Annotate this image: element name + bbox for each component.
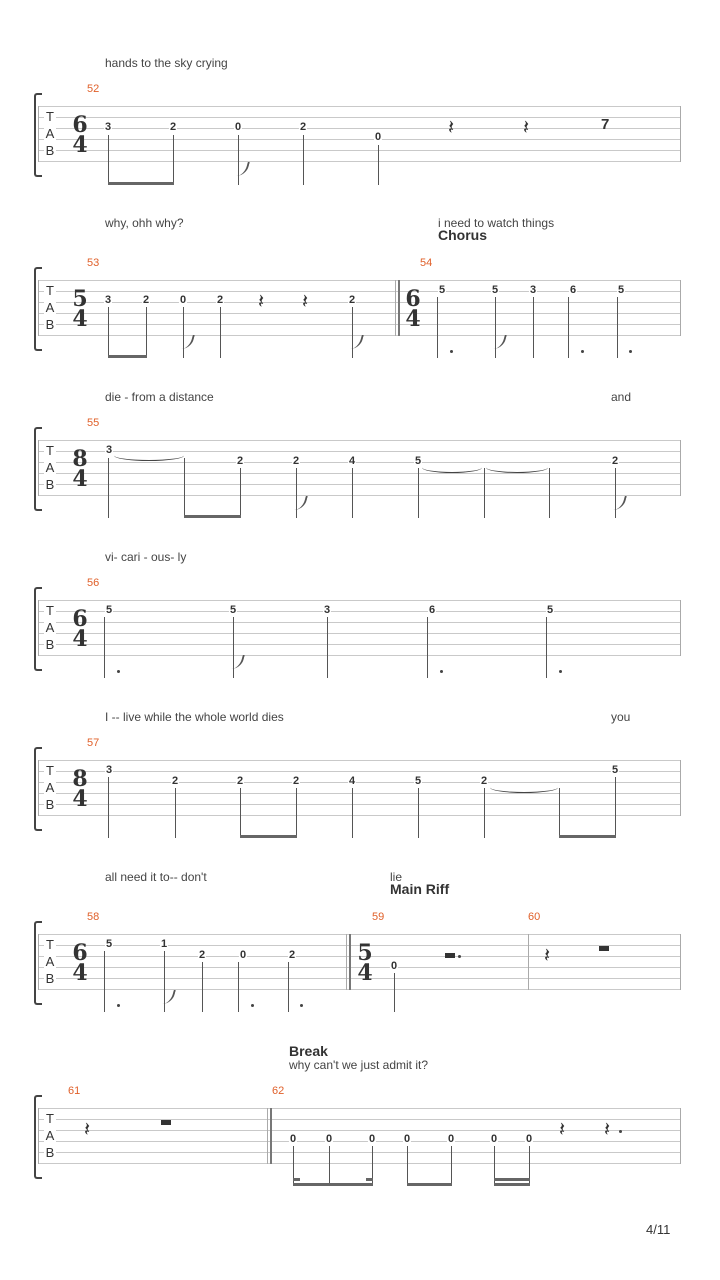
note-stem: [418, 788, 419, 838]
tab-clef-t: T: [44, 936, 56, 953]
fret-number: 2: [288, 949, 296, 961]
tab-clef-t: T: [44, 282, 56, 299]
note-stem: [615, 468, 616, 518]
barline: [38, 934, 39, 990]
fret-number: 2: [171, 775, 179, 787]
note-stem: [568, 297, 569, 358]
string-line: [38, 324, 681, 325]
note-stem: [352, 307, 353, 358]
string-line: [38, 934, 681, 935]
barline: [38, 600, 39, 656]
note-stem: [378, 145, 379, 185]
string-line: [38, 1152, 681, 1153]
note-stem: [617, 297, 618, 358]
dotted-note-dot: [629, 350, 632, 353]
note-stem: [104, 951, 105, 1012]
fret-number: 5: [611, 764, 619, 776]
string-line: [38, 1130, 681, 1131]
fret-number: 3: [529, 284, 537, 296]
dotted-note-dot: [581, 350, 584, 353]
barline: [680, 600, 681, 656]
note-stem: [238, 962, 239, 1012]
fret-number: 0: [374, 131, 382, 143]
tab-clef-b: B: [45, 971, 55, 986]
tie-arc: [422, 462, 482, 473]
time-signature-bottom: 4: [405, 306, 421, 332]
dotted-note-dot: [117, 670, 120, 673]
fret-number: 0: [289, 1133, 297, 1145]
tab-clef-b: B: [45, 477, 55, 492]
lyric-line: you: [611, 710, 631, 724]
tab-clef-a: A: [45, 620, 55, 635]
dotted-note-dot: [440, 670, 443, 673]
fret-number: 2: [292, 775, 300, 787]
quarter-rest: 𝄽: [448, 117, 455, 139]
fret-number: 0: [239, 949, 247, 961]
string-line: [38, 1119, 681, 1120]
note-flag: [179, 335, 195, 349]
beam: [407, 1183, 452, 1186]
beam: [293, 1178, 300, 1181]
note-stem: [220, 307, 221, 358]
lyric-line: why can't we just admit it?: [289, 1058, 429, 1072]
fret-number: 6: [569, 284, 577, 296]
barline: [680, 934, 681, 990]
fret-number: 5: [438, 284, 446, 296]
beam: [108, 355, 147, 358]
string-line: [38, 644, 681, 645]
lyric-line: lie: [390, 870, 403, 884]
quarter-rest: 𝄽: [544, 945, 551, 967]
string-line: [38, 484, 681, 485]
fret-number: 2: [611, 455, 619, 467]
fret-number: 0: [403, 1133, 411, 1145]
note-stem: [240, 788, 241, 838]
measure-number: 57: [87, 737, 100, 749]
measure-number: 53: [87, 257, 100, 269]
barline: [349, 934, 351, 990]
tab-clef-b: B: [45, 637, 55, 652]
barline: [38, 280, 39, 336]
string-line: [38, 1141, 681, 1142]
note-stem: [173, 135, 174, 185]
note-stem: [240, 468, 241, 518]
note-stem: [394, 973, 395, 1012]
barline: [680, 280, 681, 336]
note-stem: [303, 135, 304, 185]
measure-number: 60: [528, 911, 541, 923]
string-line: [38, 302, 681, 303]
fret-number: 5: [414, 775, 422, 787]
tab-clef-t: T: [44, 442, 56, 459]
time-signature-bottom: 4: [72, 466, 88, 492]
fret-number: 5: [229, 604, 237, 616]
tab-clef-b: B: [45, 1145, 55, 1160]
beam: [494, 1178, 530, 1181]
string-line: [38, 760, 681, 761]
string-line: [38, 139, 681, 140]
fret-number: 0: [490, 1133, 498, 1145]
note-stem: [329, 1146, 330, 1186]
fret-number: 5: [491, 284, 499, 296]
tab-clef-a: A: [45, 780, 55, 795]
tab-clef-t: T: [44, 108, 56, 125]
note-flag: [348, 335, 364, 349]
string-line: [38, 611, 681, 612]
time-signature-top: 6: [405, 286, 421, 312]
tie-arc: [490, 782, 558, 793]
barline: [346, 934, 347, 990]
quarter-rest: 𝄽: [84, 1119, 91, 1141]
note-flag: [292, 496, 308, 510]
fret-number: 3: [323, 604, 331, 616]
tab-clef-a: A: [45, 1128, 55, 1143]
tab-clef-a: A: [45, 300, 55, 315]
note-stem: [427, 617, 428, 678]
measure-number: 52: [87, 83, 100, 95]
fret-number: 2: [292, 455, 300, 467]
note-stem: [495, 297, 496, 358]
string-line: [38, 473, 681, 474]
measure-number: 59: [372, 911, 385, 923]
fret-number: 5: [414, 455, 422, 467]
fret-number: 5: [617, 284, 625, 296]
note-stem: [202, 962, 203, 1012]
note-stem: [108, 458, 109, 518]
barline: [38, 760, 39, 816]
string-line: [38, 600, 681, 601]
string-line: [38, 280, 681, 281]
beam: [366, 1178, 373, 1181]
string-line: [38, 1163, 681, 1164]
string-line: [38, 495, 681, 496]
time-signature-top: 8: [72, 446, 88, 472]
fret-number: 2: [236, 775, 244, 787]
quarter-rest: 𝄽: [258, 291, 265, 313]
tab-clef-t: T: [44, 762, 56, 779]
measure-number: 55: [87, 417, 100, 429]
note-stem: [352, 788, 353, 838]
time-signature-bottom: 4: [357, 960, 373, 986]
fret-number: 5: [105, 604, 113, 616]
tab-clef-a: A: [45, 954, 55, 969]
section-label-break: Break: [289, 1043, 328, 1059]
note-stem: [108, 307, 109, 358]
fret-number: 4: [348, 775, 356, 787]
tab-clef-a: A: [45, 460, 55, 475]
string-line: [38, 106, 681, 107]
string-line: [38, 117, 681, 118]
time-signature-top: 5: [72, 286, 88, 312]
barline: [270, 1108, 272, 1164]
dotted-note-dot: [559, 670, 562, 673]
fret-number: 2: [216, 294, 224, 306]
half-rest: [445, 953, 455, 958]
lyric-line: die - from a distance: [105, 390, 214, 404]
string-line: [38, 804, 681, 805]
note-flag: [160, 990, 176, 1004]
note-stem: [615, 777, 616, 838]
fret-number: 0: [234, 121, 242, 133]
tab-clef-t: T: [44, 602, 56, 619]
quarter-rest: 𝄽: [604, 1119, 611, 1141]
beam: [108, 182, 174, 185]
lyric-line: I -- live while the whole world dies: [105, 710, 284, 724]
fret-number: 5: [105, 938, 113, 950]
fret-number: 0: [325, 1133, 333, 1145]
half-rest: [161, 1120, 171, 1125]
dotted-rest-dot: [458, 955, 461, 958]
measure-number: 61: [68, 1085, 81, 1097]
measure-number: 62: [272, 1085, 285, 1097]
barline: [38, 106, 39, 162]
dotted-rest-dot: [619, 1130, 622, 1133]
fret-number: 2: [142, 294, 150, 306]
lyric-line: hands to the sky crying: [105, 56, 228, 70]
barline: [680, 1108, 681, 1164]
string-line: [38, 291, 681, 292]
fret-number: 2: [299, 121, 307, 133]
note-stem: [184, 458, 185, 518]
tab-clef-b: B: [45, 797, 55, 812]
fret-number: 3: [104, 294, 112, 306]
note-stem: [108, 135, 109, 185]
fret-number: 0: [368, 1133, 376, 1145]
fret-number: 0: [447, 1133, 455, 1145]
fret-number: 0: [525, 1133, 533, 1145]
time-signature-top: 5: [357, 940, 373, 966]
fret-number: 0: [179, 294, 187, 306]
fret-number: 3: [105, 764, 113, 776]
lyric-line: i need to watch things: [438, 216, 555, 230]
barline: [680, 440, 681, 496]
time-signature-bottom: 4: [72, 960, 88, 986]
dotted-note-dot: [251, 1004, 254, 1007]
page-number: 4/11: [646, 1222, 671, 1237]
beam: [240, 835, 297, 838]
note-stem: [296, 468, 297, 518]
section-label-chorus: Chorus: [438, 227, 487, 243]
time-signature-bottom: 4: [72, 786, 88, 812]
string-line: [38, 622, 681, 623]
fret-number: 2: [348, 294, 356, 306]
note-stem: [146, 307, 147, 358]
string-line: [38, 161, 681, 162]
string-line: [38, 462, 681, 463]
string-line: [38, 815, 681, 816]
fret-number: 2: [480, 775, 488, 787]
string-line: [38, 655, 681, 656]
time-signature-top: 6: [72, 606, 88, 632]
dotted-note-dot: [450, 350, 453, 353]
beam: [184, 515, 241, 518]
string-line: [38, 128, 681, 129]
barline: [267, 1108, 268, 1164]
time-signature-top: 6: [72, 940, 88, 966]
time-signature-bottom: 4: [72, 306, 88, 332]
measure-number: 54: [420, 257, 433, 269]
half-rest: [599, 946, 609, 951]
note-stem: [484, 788, 485, 838]
lyric-line: and: [611, 390, 632, 404]
eighth-rest: 7: [601, 116, 610, 133]
note-stem: [352, 468, 353, 518]
fret-number: 1: [160, 938, 168, 950]
note-stem: [418, 468, 419, 518]
fret-number: 3: [104, 121, 112, 133]
note-stem: [559, 788, 560, 838]
fret-number: 5: [546, 604, 554, 616]
note-stem: [233, 617, 234, 678]
note-flag: [491, 335, 507, 349]
barline: [395, 280, 396, 336]
tie-arc: [114, 450, 184, 461]
note-stem: [296, 788, 297, 838]
lyric-line: why, ohh why?: [105, 216, 184, 230]
section-label-main-riff: Main Riff: [390, 881, 450, 897]
time-signature-bottom: 4: [72, 626, 88, 652]
time-signature-bottom: 4: [72, 132, 88, 158]
note-stem: [451, 1146, 452, 1186]
string-line: [38, 771, 681, 772]
quarter-rest: 𝄽: [559, 1119, 566, 1141]
note-stem: [183, 307, 184, 358]
fret-number: 2: [198, 949, 206, 961]
barline: [680, 760, 681, 816]
string-line: [38, 782, 681, 783]
string-line: [38, 440, 681, 441]
note-stem: [549, 468, 550, 518]
dotted-note-dot: [300, 1004, 303, 1007]
string-line: [38, 313, 681, 314]
fret-number: 2: [236, 455, 244, 467]
string-line: [38, 150, 681, 151]
fret-number: 2: [169, 121, 177, 133]
tab-clef-b: B: [45, 317, 55, 332]
measure-number: 56: [87, 577, 100, 589]
quarter-rest: 𝄽: [302, 291, 309, 313]
note-flag: [229, 655, 245, 669]
measure-number: 58: [87, 911, 100, 923]
tab-clef-b: B: [45, 143, 55, 158]
note-stem: [108, 777, 109, 838]
note-stem: [175, 788, 176, 838]
barline: [38, 440, 39, 496]
note-stem: [533, 297, 534, 358]
lyric-line: all need it to-- don't: [105, 870, 207, 884]
barline: [38, 1108, 39, 1164]
time-signature-top: 8: [72, 766, 88, 792]
fret-number: 3: [105, 444, 113, 456]
string-line: [38, 793, 681, 794]
barline: [680, 106, 681, 162]
barline: [528, 934, 529, 990]
note-stem: [327, 617, 328, 678]
note-stem: [437, 297, 438, 358]
lyric-line: vi- cari - ous- ly: [105, 550, 187, 564]
beam: [494, 1183, 530, 1186]
note-stem: [407, 1146, 408, 1186]
string-line: [38, 633, 681, 634]
string-line: [38, 989, 681, 990]
fret-number: 6: [428, 604, 436, 616]
note-flag: [611, 496, 627, 510]
tie-arc: [486, 462, 548, 473]
string-line: [38, 1108, 681, 1109]
note-stem: [238, 135, 239, 185]
barline: [398, 280, 400, 336]
note-stem: [484, 468, 485, 518]
beam: [293, 1183, 373, 1186]
quarter-rest: 𝄽: [523, 117, 530, 139]
note-stem: [288, 962, 289, 1012]
note-stem: [104, 617, 105, 678]
note-stem: [546, 617, 547, 678]
time-signature-top: 6: [72, 112, 88, 138]
tab-clef-a: A: [45, 126, 55, 141]
fret-number: 0: [390, 960, 398, 972]
fret-number: 4: [348, 455, 356, 467]
dotted-note-dot: [117, 1004, 120, 1007]
note-flag: [234, 162, 250, 176]
beam: [559, 835, 616, 838]
tab-clef-t: T: [44, 1110, 56, 1127]
